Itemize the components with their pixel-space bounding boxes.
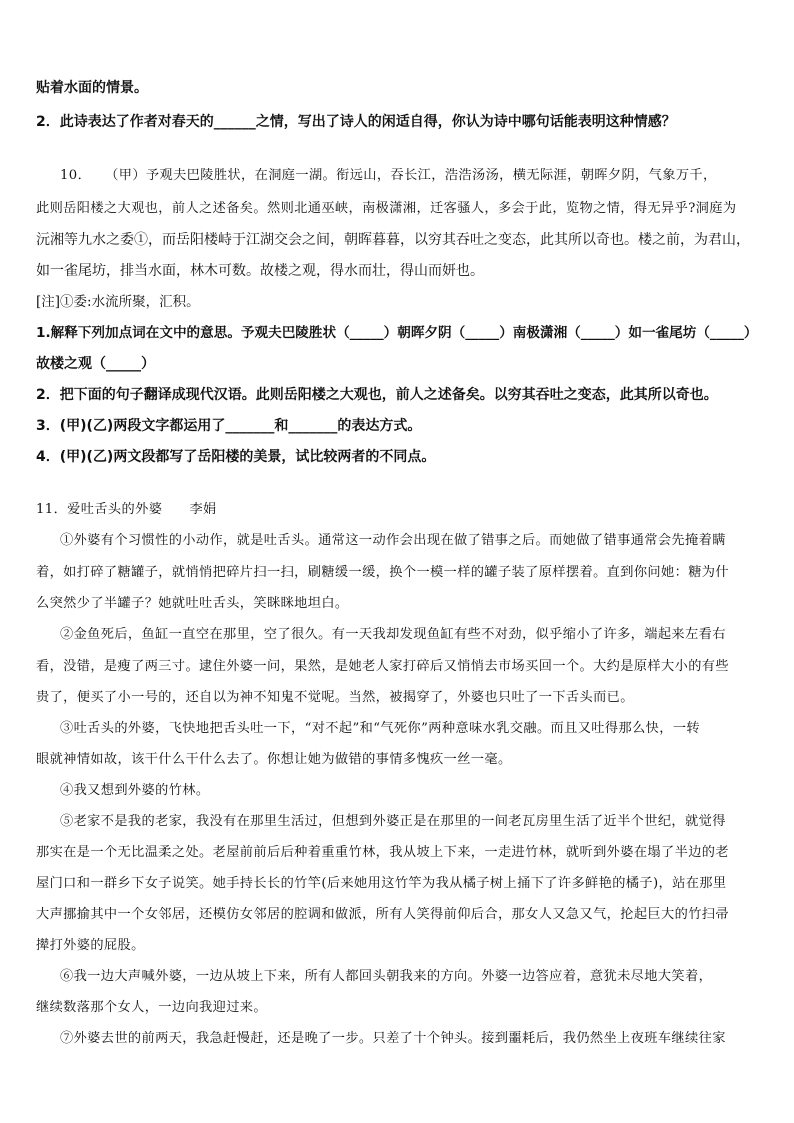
question-2: 2．此诗表达了作者对春天的______之情，写出了诗人的闲适自得，你认为诗中哪句话能表明这种情感？ [36, 114, 676, 130]
text-line: 大声挪揄其中一个女邻居，还模仿女邻居的腔调和做派，所有人笑得前仰后合，那女人又急又气，抡起巨大的竹扫帚 [36, 907, 729, 922]
text-line: 屋门口和一群乡下女子说笑。她手持长长的竹竿(后来她用这竹竿为我从橘子树上捅下了许多鲜艳的橘子)，站在那里 [36, 876, 727, 891]
text-line: 着，如打碎了糖罐子，就悄悄把碎片扫一扫，刷糖缓一缓，换个一模一样的罐子装了原样摆着。直到你问她：糖为什 [36, 565, 729, 580]
question-10-4: 4．(甲)(乙)两文段都写了岳阳楼的美景，试比较两者的不同点。 [36, 449, 436, 465]
question-10-3: 3．(甲)(乙)两段文字都运用了_______和_______的表达方式。 [36, 418, 422, 434]
text-line: 继续数落那个女人，一边向我迎过来。 [36, 1000, 267, 1015]
text-line: 看，没错，是瘦了两三寸。逮住外婆一问，果然，是她老人家打碎后又悄悄去市场买回一个。大约是原样大小的有些 [36, 659, 729, 674]
paragraph-2: ②金鱼死后，鱼缸一直空在那里，空了很久。有一天我却发现鱼缸有些不对劲，似乎缩小了许多，端起来左看右 [60, 627, 726, 642]
paragraph-3: ③吐舌头的外婆，飞快地把舌头吐一下，“对不起”和“气死你”两种意味水乳交融。而且又吐得那么快，一转 [60, 721, 701, 736]
question-10-1: 1.解释下列加点词在文中的意思。予观夫巴陵胜状（_____）朝晖夕阴（_____）南极潇湘（_____）如一雀尾坊（_____） [36, 325, 758, 341]
question-11-title: 11．爱吐舌头的外婆 李娟 [36, 502, 217, 517]
paragraph-5: ⑤老家不是我的老家，我没有在那里生活过，但想到外婆正是在那里的一间老瓦房里生活了近半个世纪，就觉得 [60, 814, 726, 829]
paragraph-1: ①外婆有个习惯性的小动作，就是吐舌头。通常这一动作会出现在做了错事之后。而她做了错事通常会先掩着瞒 [60, 533, 726, 548]
paragraph-7: ⑦外婆去世的前两天，我急赶慢赶，还是晚了一步。只差了十个钟头。接到噩耗后，我仍然坐上夜班车继续往家 [60, 1031, 726, 1046]
text-line: 沅湘等九水之委①，而岳阳楼峙于江湖交会之间，朝晖暮暮，以穷其吞吐之变态，此其所以奇也。楼之前，为君山， [36, 232, 750, 248]
text-line: 如一雀尾坊，排当水面，林木可数。故楼之观，得水而壮，得山而妍也。 [36, 263, 484, 279]
question-10-2: 2．把下面的句子翻译成现代汉语。此则岳阳楼之大观也，前人之述备矣。以穷其吞吐之变态，此其所以奇也。 [36, 387, 718, 403]
question-10-text: 10． （甲）予观夫巴陵胜状，在洞庭一湖。衔远山，吞长江，浩浩汤汤，横无际涯，朝晖夕阴，气象万千， [60, 168, 717, 183]
text-line: 那实在是一个无比温柔之处。老屋前前后后种着重重竹林，我从坡上下来，一走进竹林，就听到外婆在塌了半边的老 [36, 845, 729, 860]
text-line: 么突然少了半罐子？她就吐吐舌头，笑眯眯地坦白。 [36, 596, 349, 611]
text-line: 贵了，便买了小一号的，还自以为神不知鬼不觉呢。当然，被揭穿了，外婆也只吐了一下舌头而已。 [36, 690, 634, 705]
paragraph-6: ⑥我一边大声喊外婆，一边从坡上下来，所有人都回头朝我来的方向。外婆一边答应着，意犹未尽地大笑着， [60, 969, 713, 984]
text-line: 故楼之观（_____） [36, 356, 155, 372]
text-line: 贴着水面的情景。 [36, 80, 148, 96]
paragraph-4: ④我又想到外婆的竹林。 [60, 783, 210, 798]
text-line: 撵打外婆的屁股。 [36, 938, 145, 953]
text-line: 此则岳阳楼之大观也，前人之述备矣。然则北通巫峡，南极潇湘，迁客骚人，多会于此，览物之情，得无异乎?洞庭为 [36, 201, 737, 216]
annotation-note: [注]①委:水流所聚，汇积。 [36, 294, 200, 310]
text-line: 眼就神情如故，该干什么干什么去了。你想让她为做错的事情多愧疚一丝一毫。 [36, 752, 512, 767]
